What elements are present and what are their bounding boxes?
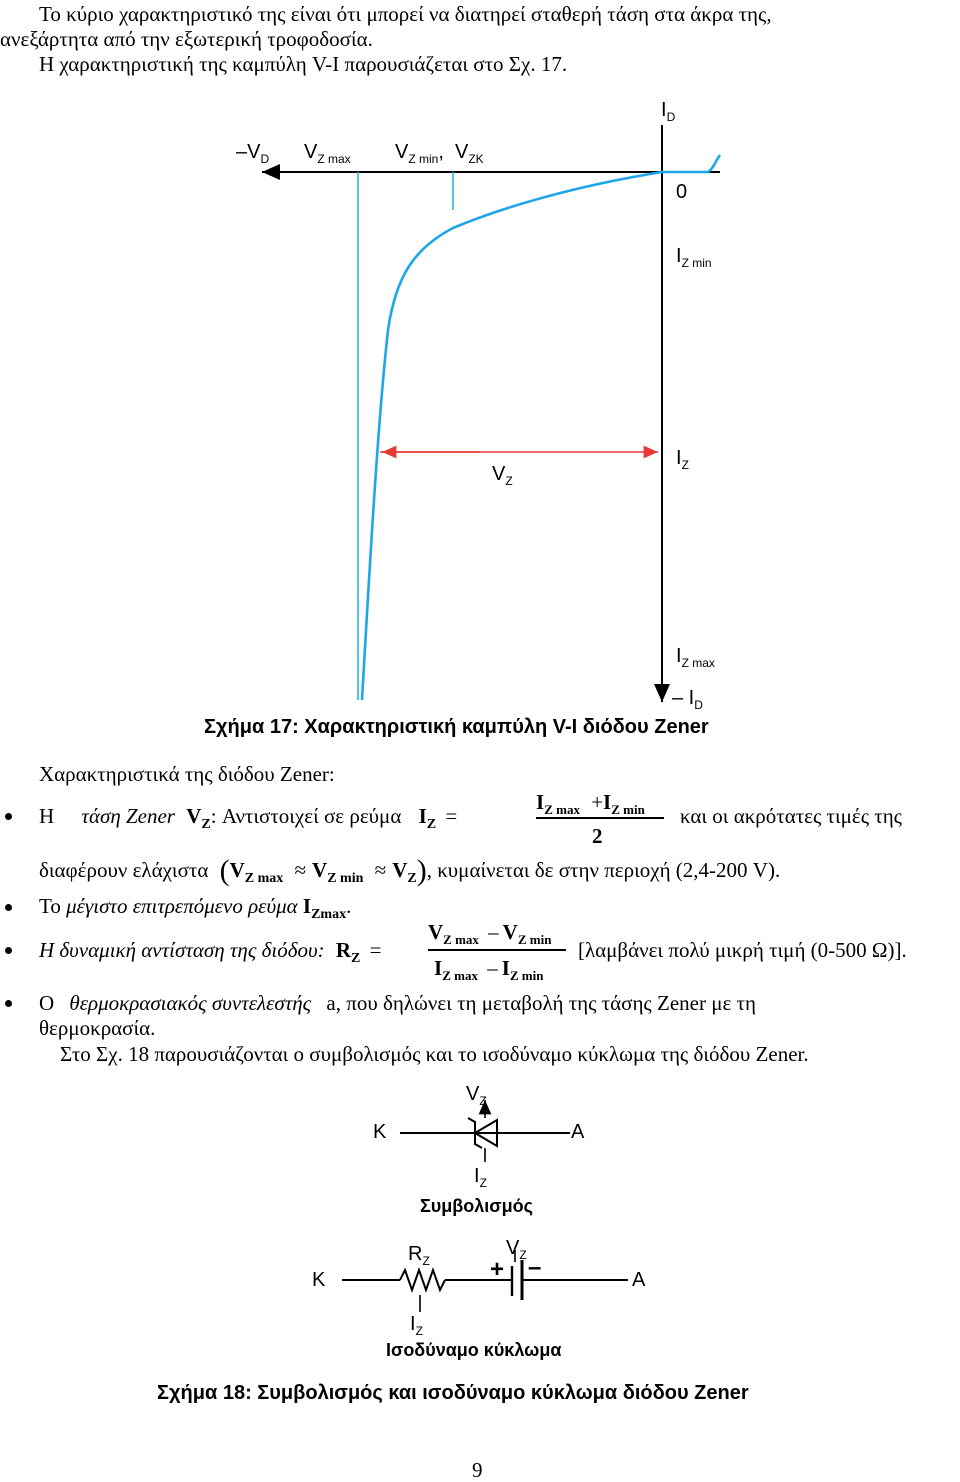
label-vzmin: $V_{Z min}$, bbox=[395, 141, 444, 166]
paragraph-fig18: Στο Σχ. 18 παρουσιάζονται ο συμβολισμός και το ισοδύναμο κύκλωμα της διόδου Zener. bbox=[60, 1042, 809, 1066]
label-vzk: $V_{ZK}$ bbox=[455, 141, 484, 166]
zener-curve bbox=[362, 155, 720, 700]
label-zero: 0 bbox=[676, 181, 688, 203]
rz-fraction-denominator: $I_{Z max} - I_{Z min}$ bbox=[434, 956, 544, 984]
sym-label-iz: $I_Z$ bbox=[474, 1165, 487, 1190]
label-vzmax: $V_{Z max}$ bbox=[304, 141, 351, 166]
eq-label-rz: $R_Z$ bbox=[408, 1243, 430, 1268]
equivalent-circuit bbox=[342, 1250, 628, 1312]
figure-17-caption: Σχήμα 17: Χαρακτηριστική καμπύλη V-I διόδου Zener bbox=[204, 716, 709, 738]
page-number: 9 bbox=[472, 1458, 483, 1482]
bullet-3 bbox=[5, 947, 12, 954]
intro-line-1: Το κύριο χαρακτηριστικό της είναι ότι μπορεί να διατηρεί σταθερή τάση στα άκρα της, bbox=[39, 2, 772, 26]
equivalent-title: Ισοδύναμο κύκλωμα bbox=[386, 1340, 562, 1360]
bullet-4-line-2: θερμοκρασία. bbox=[39, 1016, 156, 1040]
sym-label-k: K bbox=[373, 1121, 387, 1143]
bullet-2-text: Το μέγιστο επιτρεπόμενο ρεύμα $I_{Zmax}$. bbox=[39, 894, 352, 923]
eq-label-iz: $I_Z$ bbox=[410, 1313, 423, 1338]
bullet-1 bbox=[5, 813, 12, 820]
bullet-4 bbox=[5, 1000, 12, 1007]
iz-fraction-numerator: $I_{Z max} +I_{Z min}$ bbox=[536, 790, 645, 818]
label-iz: $I_Z$ bbox=[676, 447, 689, 472]
bullet-3-tail: [λαμβάνει πολύ μικρή τιμή (0-500 Ω)]. bbox=[578, 938, 907, 962]
intro-line-3: Η χαρακτηριστική της καμπύλη V-I παρουσιάζεται στο Σχ. 17. bbox=[39, 52, 568, 76]
eq-label-vz: $V_Z$ bbox=[506, 1237, 527, 1262]
figure-18-caption: Σχήμα 18: Συμβολισμός και ισοδύναμο κύκλωμα διόδου Zener bbox=[157, 1382, 749, 1404]
label-minus-id: – $I_D$ bbox=[672, 687, 703, 712]
sym-label-a: A bbox=[571, 1121, 585, 1143]
bullet-1-text: Η τάση Zener $V_Z$: Αντιστοιχεί σε ρεύμα $I_Z$ = bbox=[39, 804, 458, 833]
intro-line-2: ανεξάρτητα από την εξωτερική τροφοδοσία. bbox=[0, 27, 373, 51]
eq-label-plus: + bbox=[490, 1256, 505, 1283]
iz-fraction-denominator: 2 bbox=[592, 824, 603, 848]
bullet-1-line-2: διαφέρουν ελάχιστα $(V_{Z max} \approx V_{Z min} \approx V_Z)$, κυμαίνεται δε στην περιοχή (2,4-200 V). bbox=[39, 854, 781, 887]
label-izmin: $I_{Z min}$ bbox=[676, 245, 712, 270]
rz-fraction-numerator: $V_{Z max} - V_{Z min}$ bbox=[428, 920, 552, 948]
rz-fraction-bar bbox=[428, 949, 566, 951]
eq-label-a: A bbox=[632, 1269, 646, 1291]
eq-label-k: K bbox=[312, 1269, 326, 1291]
label-izmax: $I_{Z max}$ bbox=[676, 645, 715, 670]
bullet-4-text: Ο θερμοκρασιακός συντελεστής a, που δηλώνει τη μεταβολή της τάσης Zener με τη bbox=[39, 991, 756, 1015]
features-heading: Χαρακτηριστικά της διόδου Zener: bbox=[39, 762, 335, 786]
label-minus-vd: $-V_D$ bbox=[236, 141, 270, 166]
label-vz: $V_Z$ bbox=[492, 463, 513, 488]
bullet-1-tail: και οι ακρότατες τιμές της bbox=[680, 804, 902, 828]
eq-label-minus: – bbox=[528, 1254, 542, 1281]
sym-label-vz: $V_Z$ bbox=[466, 1083, 487, 1108]
iz-fraction-bar bbox=[536, 817, 664, 819]
label-id: $I_D$ bbox=[661, 99, 676, 124]
symbol-title: Συμβολισμός bbox=[420, 1196, 533, 1216]
bullet-3-text: Η δυναμική αντίσταση της διόδου: $R_Z$ = bbox=[39, 938, 382, 967]
bullet-2 bbox=[5, 904, 12, 911]
